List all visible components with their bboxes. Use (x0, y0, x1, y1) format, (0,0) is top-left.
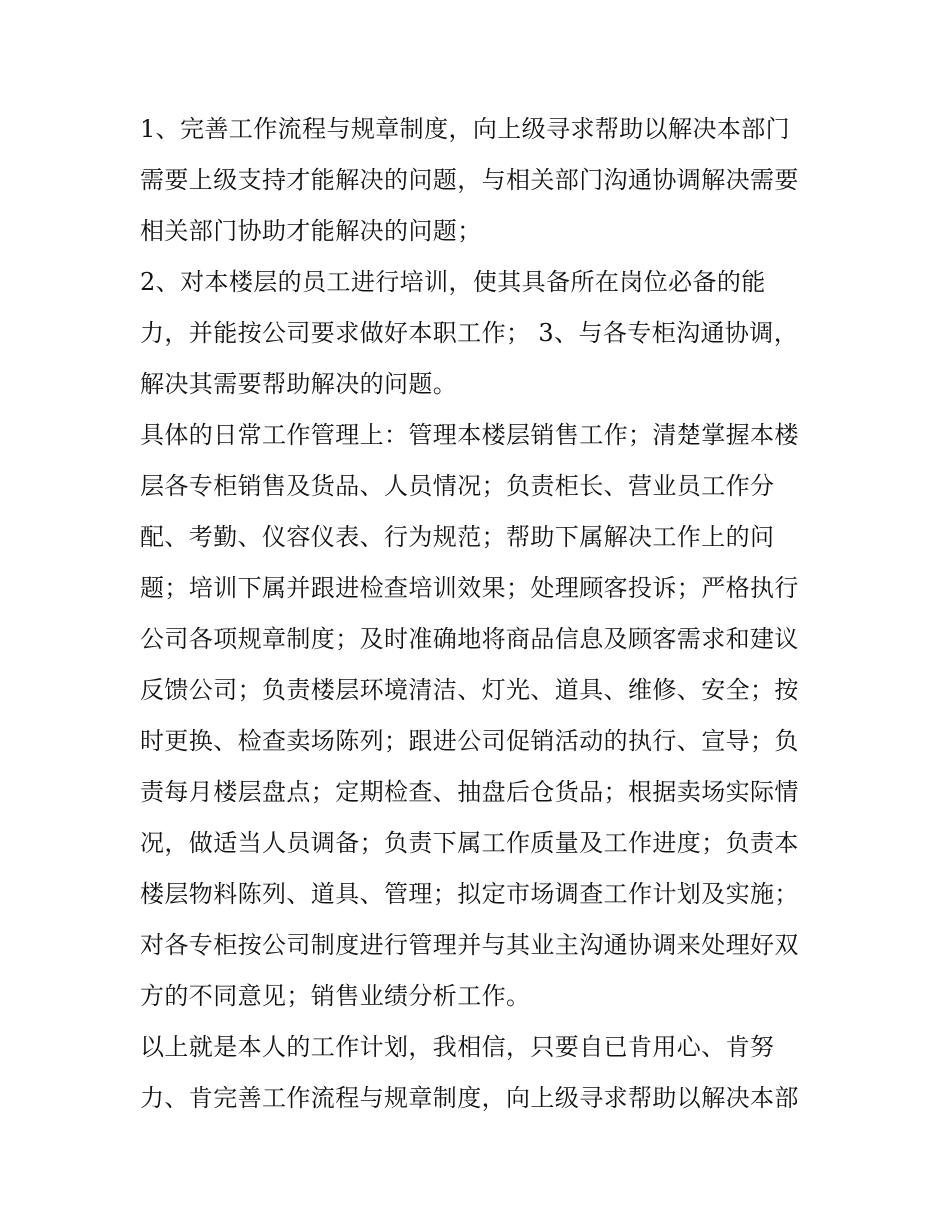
paragraph-4 (140, 1022, 820, 1124)
text-line: 责每月楼层盘点；定期检查、抽盘后仓货品；根据卖场实际情 (140, 778, 799, 806)
text-line: 公司各项规章制度；及时准确地将商品信息及顾客需求和建议 (140, 625, 799, 653)
text-line: 时更换、检查卖场陈列；跟进公司促销活动的执行、宣导；负 (140, 727, 799, 755)
text-line: 力，并能按公司要求做好本职工作； 3、与各专柜沟通协调， (140, 319, 799, 347)
text-line: 题；培训下属并跟进检查培训效果；处理顾客投诉；严格执行 (140, 574, 799, 602)
text-line: 反馈公司；负责楼层环境清洁、灯光、道具、维修、安全；按 (140, 676, 799, 704)
text-line: 楼层物料陈列、道具、管理；拟定市场调查工作计划及实施； (140, 880, 799, 908)
text-line: 1、完善工作流程与规章制度，向上级寻求帮助以解决本部门 (140, 115, 791, 143)
text-line: 况，做适当人员调备；负责下属工作质量及工作进度；负责本 (140, 829, 799, 857)
text-line: 方的不同意见；销售业绩分析工作。 (140, 982, 531, 1010)
paragraph-1 (140, 104, 820, 257)
paragraph-3 (140, 410, 820, 1022)
text-line: 相关部门协助才能解决的问题； (140, 217, 482, 245)
text-line: 配、考勤、仪容仪表、行为规范；帮助下属解决工作上的问 (140, 523, 775, 551)
text-line: 力、肯完善工作流程与规章制度，向上级寻求帮助以解决本部 (140, 1084, 799, 1112)
text-line: 以上就是本人的工作计划，我相信，只要自已肯用心、肯努 (140, 1033, 775, 1061)
text-line: 2、对本楼层的员工进行培训，使其具备所在岗位必备的能 (140, 268, 766, 296)
text-line: 需要上级支持才能解决的问题，与相关部门沟通协调解决需要 (140, 166, 799, 194)
paragraph-2 (140, 257, 820, 410)
document-body (140, 104, 820, 1124)
text-line: 解决其需要帮助解决的问题。 (140, 370, 458, 398)
text-line: 对各专柜按公司制度进行管理并与其业主沟通协调来处理好双 (140, 931, 799, 959)
text-line: 层各专柜销售及货品、人员情况；负责柜长、营业员工作分 (140, 472, 775, 500)
text-line: 具体的日常工作管理上：管理本楼层销售工作；清楚掌握本楼 (140, 421, 799, 449)
